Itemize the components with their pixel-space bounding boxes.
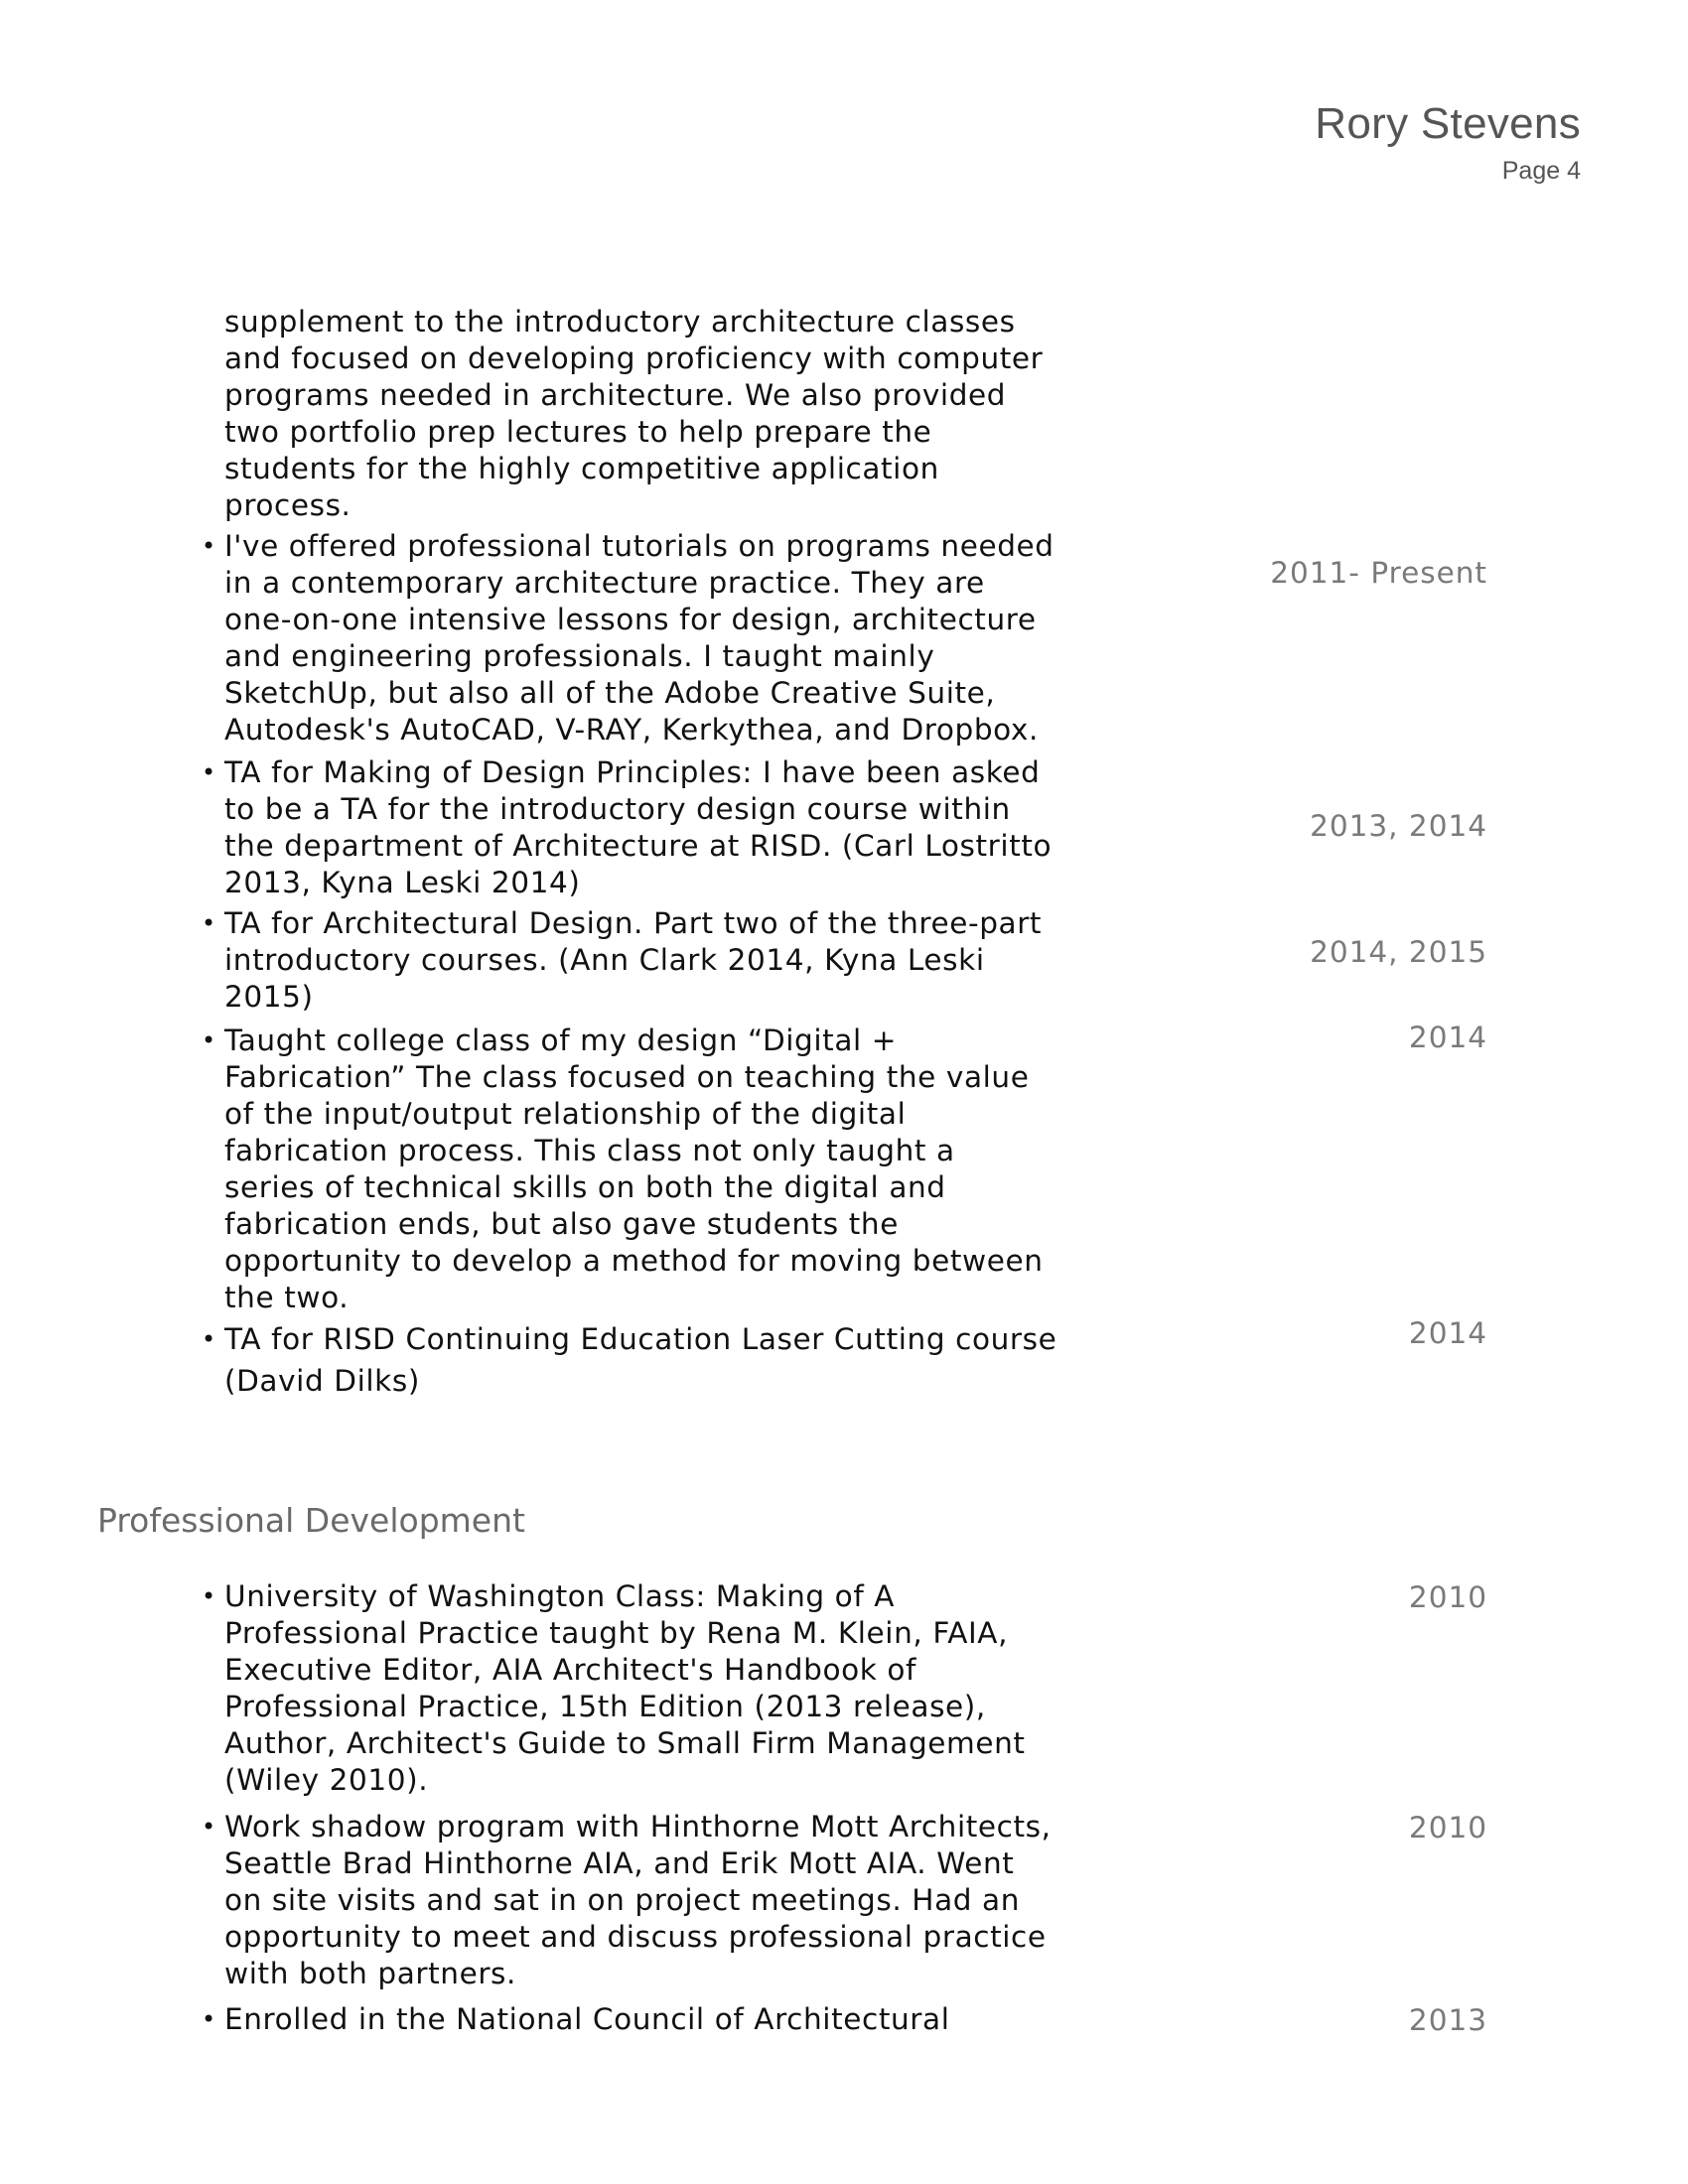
text-line: with both partners. [224,1957,516,1990]
text-line: on site visits and sat in on project meetings. Had an [224,1883,1021,1917]
bullet-icon: • [202,532,216,560]
text-line: in a contemporary architecture practice. They are [224,566,985,600]
text-line: process. [224,488,352,522]
list-item [202,1578,1026,1799]
text-line: fabrication process. This class not only taught a [224,1134,955,1167]
item-year: 2011- Present [1270,556,1487,590]
bullet-icon: • [202,2005,216,2033]
page-number: Page 4 [1501,157,1581,185]
text-line: 2015) [224,980,314,1014]
text-line: Work shadow program with Hinthorne Mott Architects, [224,1810,1052,1843]
list-item [202,905,1043,1016]
header-name: Rory Stevens [1315,99,1581,148]
text-line: TA for RISD Continuing Education Laser Cutting course [224,1322,1057,1356]
text-line: students for the highly competitive application [224,452,939,485]
section-heading: Professional Development [97,1501,525,1540]
bullet-icon: • [202,1026,216,1054]
text-line: Fabrication” The class focused on teaching the value [224,1060,1030,1094]
list-item [202,2001,950,2038]
bullet-icon: • [202,1813,216,1841]
item-year: 2010 [1408,1580,1487,1614]
text-line: I've offered professional tutorials on programs needed [224,529,1055,563]
text-line: Enrolled in the National Council of Architectural [224,2002,950,2036]
text-line: to be a TA for the introductory design course within [224,792,1011,826]
text-line: Autodesk's AutoCAD, V-RAY, Kerkythea, and Dropbox. [224,713,1039,747]
text-line: the two. [224,1281,350,1314]
list-item [202,1809,1052,1992]
text-line: Author, Architect's Guide to Small Firm Management [224,1726,1026,1760]
text-line: SketchUp, but also all of the Adobe Creative Suite, [224,676,996,710]
list-item [202,754,1053,901]
text-line: opportunity to develop a method for moving between [224,1244,1044,1278]
text-line: two portfolio prep lectures to help prepare the [224,415,932,449]
text-line: fabrication ends, but also gave students the [224,1207,899,1241]
continuation-paragraph [224,304,1043,524]
text-line: series of technical skills on both the digital and [224,1170,946,1204]
text-line: one-on-one intensive lessons for design, architecture [224,603,1037,636]
text-line: 2013, Kyna Leski 2014) [224,866,581,899]
item-year: 2010 [1408,1811,1487,1844]
bullet-icon: • [202,1325,216,1353]
text-line: supplement to the introductory architecture classes [224,305,1016,339]
text-line: Professional Practice, 15th Edition (2013 release), [224,1690,986,1723]
list-item [202,1318,1057,1402]
text-line: TA for Architectural Design. Part two of the three-part [224,906,1043,940]
item-year: 2014 [1408,1316,1487,1350]
text-line: and engineering professionals. I taught mainly [224,639,935,673]
text-line: Executive Editor, AIA Architect's Handbook of [224,1653,917,1687]
bullet-icon: • [202,758,216,786]
text-line: opportunity to meet and discuss professional practice [224,1920,1047,1954]
list-item [202,528,1055,749]
list-item [202,1023,1044,1316]
text-line: University of Washington Class: Making of A [224,1579,896,1613]
item-year: 2013, 2014 [1310,809,1487,843]
item-year: 2013 [1408,2003,1487,2037]
text-line: Taught college class of my design “Digital + [224,1024,898,1057]
text-line: of the input/output relationship of the digital [224,1097,907,1131]
text-line: (David Dilks) [224,1364,420,1398]
text-line: (Wiley 2010). [224,1763,429,1797]
text-line: Seattle Brad Hinthorne AIA, and Erik Mott AIA. Went [224,1846,1015,1880]
text-line: programs needed in architecture. We also provided [224,378,1007,412]
bullet-icon: • [202,1582,216,1610]
text-line: Professional Practice taught by Rena M. Klein, FAIA, [224,1616,1009,1650]
item-year: 2014 [1408,1021,1487,1054]
item-year: 2014, 2015 [1310,935,1487,969]
text-line: TA for Making of Design Principles: I have been asked [224,755,1041,789]
text-line: introductory courses. (Ann Clark 2014, Kyna Leski [224,943,985,977]
bullet-icon: • [202,909,216,937]
text-line: and focused on developing proficiency with computer [224,341,1044,375]
text-line: the department of Architecture at RISD. (Carl Lostritto [224,829,1053,863]
